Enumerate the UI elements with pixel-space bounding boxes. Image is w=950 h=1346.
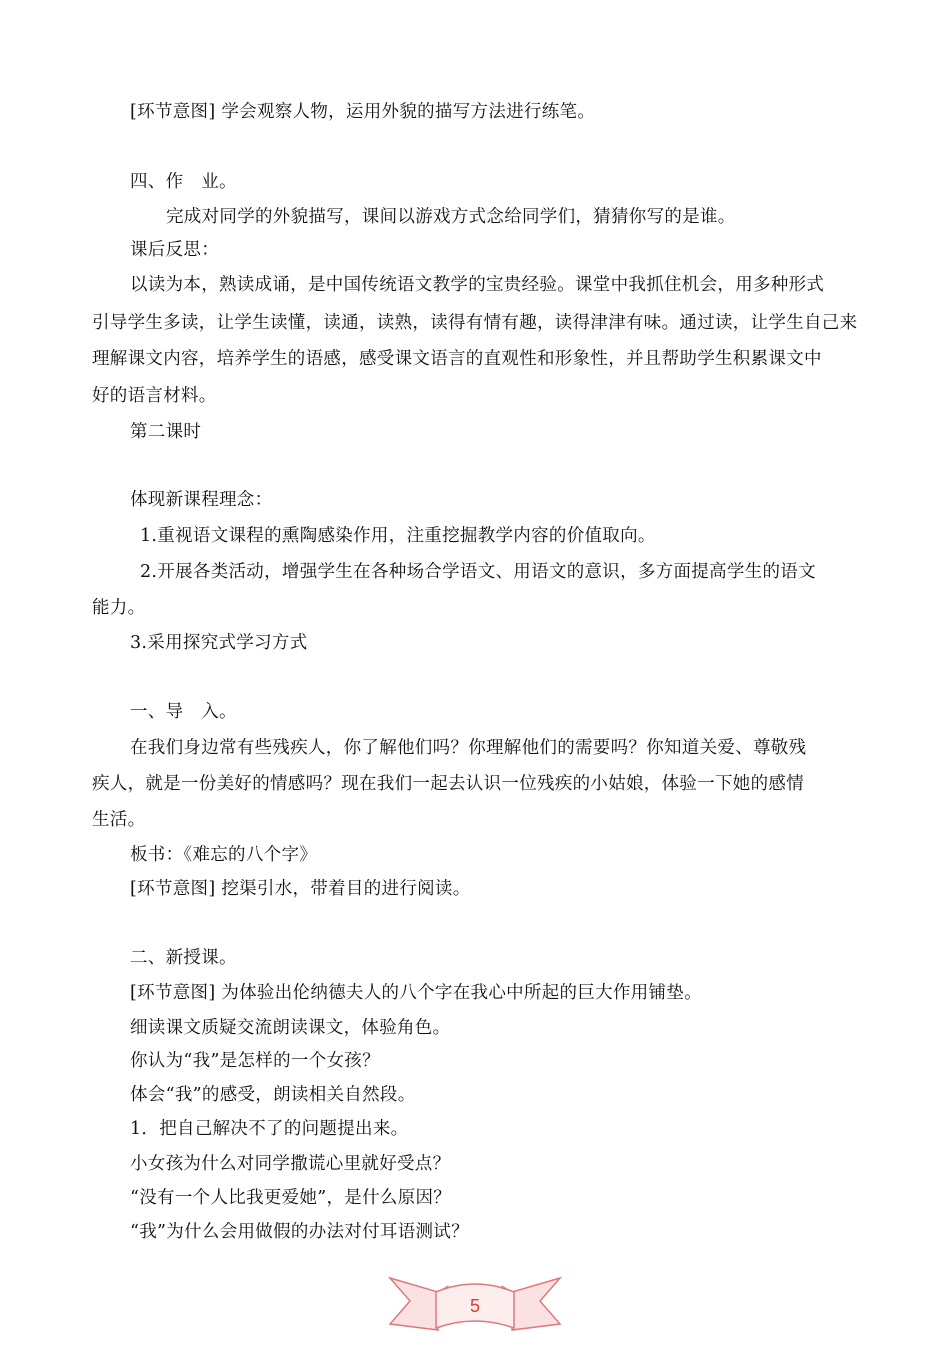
- text-line: 板书：《难忘的八个字》: [130, 845, 318, 865]
- text-line: [环节意图] 为体验出伦纳德夫人的八个字在我心中所起的巨大作用铺垫。: [130, 983, 702, 1003]
- section-heading: 第二课时: [130, 422, 202, 442]
- text-line: “没有一个人比我更爱她”，是什么原因？: [130, 1188, 452, 1208]
- section-heading: 四、作 业。: [130, 172, 237, 192]
- list-item: 1.重视语文课程的熏陶感染作用，注重挖掘教学内容的价值取向。: [140, 526, 656, 546]
- text-line: 小女孩为什么对同学撒谎心里就好受点？: [130, 1154, 451, 1174]
- page-number: 5: [469, 1296, 480, 1316]
- text-line: 课后反思：: [130, 240, 219, 260]
- list-item: 3.采用探究式学习方式: [130, 633, 308, 653]
- paragraph-line: 生活。: [92, 810, 146, 830]
- list-item: 2.开展各类活动，增强学生在各种场合学语文、用语文的意识，多方面提高学生的语文: [140, 562, 816, 582]
- paragraph-line: 以读为本，熟读成诵，是中国传统语文教学的宝贵经验。课堂中我抓住机会，用多种形式: [130, 275, 825, 295]
- paragraph-line: 引导学生多读，让学生读懂，读通，读熟，读得有情有趣，读得津津有味。通过读，让学生自己来: [92, 313, 858, 333]
- text-line: 体现新课程理念：: [130, 490, 273, 510]
- text-line: [环节意图] 挖渠引水，带着目的进行阅读。: [130, 879, 471, 899]
- text-line: [环节意图] 学会观察人物，运用外貌的描写方法进行练笔。: [130, 102, 596, 122]
- text-line: 体会“我”的感受，朗读相关自然段。: [130, 1085, 416, 1105]
- section-heading: 一、导 入。: [130, 702, 237, 722]
- text-line: 完成对同学的外貌描写，课间以游戏方式念给同学们，猜猜你写的是谁。: [166, 207, 736, 227]
- page-number-ribbon: [388, 1268, 562, 1342]
- text-line: 细读课文质疑交流朗读课文，体验角色。: [130, 1018, 451, 1038]
- paragraph-line: 在我们身边常有些残疾人，你了解他们吗？你理解他们的需要吗？你知道关爱、尊敬残: [130, 738, 807, 758]
- paragraph-line: 好的语言材料。: [92, 386, 217, 406]
- text-line: 你认为“我”是怎样的一个女孩？: [130, 1051, 380, 1071]
- paragraph-line: 理解课文内容，培养学生的语感，感受课文语言的直观性和形象性，并且帮助学生积累课文中: [92, 349, 822, 369]
- text-line: “我”为什么会用做假的办法对付耳语测试？: [130, 1222, 469, 1242]
- list-item: 能力。: [92, 598, 146, 618]
- paragraph-line: 疾人，就是一份美好的情感吗？现在我们一起去认识一位残疾的小姑娘，体验一下她的感情: [92, 774, 804, 794]
- section-heading: 二、新授课。: [130, 948, 237, 968]
- list-item: 1．把自己解决不了的问题提出来。: [130, 1119, 409, 1139]
